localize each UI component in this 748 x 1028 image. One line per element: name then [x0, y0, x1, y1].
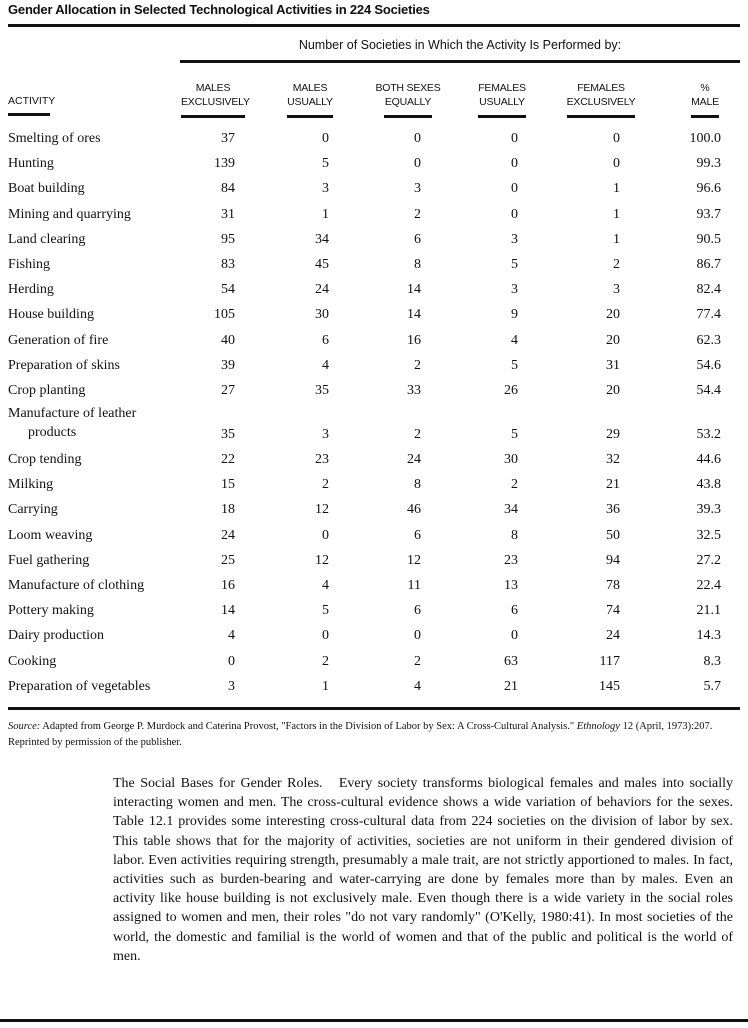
percent-male-value: 8.3 [703, 653, 721, 669]
title-rule [8, 24, 740, 27]
both-sexes-value: 16 [407, 332, 421, 348]
males-exclusively-value: 95 [221, 231, 235, 247]
col-header-line1: FEMALES [478, 82, 526, 94]
females-usually-value: 30 [504, 452, 518, 468]
col-header-line2: USUALLY [479, 96, 525, 108]
females-usually-value: 13 [504, 578, 518, 593]
col-header-rule [691, 115, 719, 118]
females-usually-value: 0 [511, 181, 518, 197]
females-usually-value: 5 [511, 256, 518, 272]
females-usually-value: 63 [504, 653, 518, 669]
table-title: Gender Allocation in Selected Technological Activities in 224 Societies [8, 2, 430, 17]
source-journal: Ethnology [576, 721, 620, 732]
both-sexes-value: 8 [414, 477, 421, 493]
females-exclusively-value: 20 [606, 307, 620, 323]
table-row [0, 152, 748, 177]
col-header-males-exclusively [181, 81, 250, 118]
both-sexes-value: 33 [407, 382, 421, 398]
females-usually-value: 0 [511, 206, 518, 222]
females-exclusively-value: 117 [599, 653, 620, 669]
activity-name: House building [8, 307, 94, 323]
both-sexes-value: 14 [407, 282, 421, 298]
table-body [0, 127, 748, 700]
col-header-line2: EXCLUSIVELY [181, 96, 250, 108]
activity-name: Boat building [8, 181, 85, 197]
activity-name-line1: Manufacture of leather [8, 406, 137, 422]
females-exclusively-value: 31 [606, 357, 620, 373]
females-exclusively-value: 0 [613, 156, 620, 172]
activity-name: Crop tending [8, 452, 82, 468]
males-usually-value: 4 [322, 578, 329, 593]
females-exclusively-value: 2 [613, 256, 620, 272]
females-usually-value: 23 [504, 552, 518, 568]
table-row [0, 448, 748, 473]
percent-male-value: 54.6 [696, 357, 721, 373]
females-exclusively-value: 50 [606, 527, 620, 543]
both-sexes-value: 6 [414, 603, 421, 619]
males-usually-value: 0 [322, 527, 329, 543]
source-label: Source: [8, 721, 41, 732]
males-exclusively-value: 0 [228, 653, 235, 669]
table-row [0, 127, 748, 152]
males-exclusively-value: 35 [221, 427, 235, 443]
females-exclusively-value: 1 [613, 206, 620, 222]
females-exclusively-value: 74 [606, 603, 620, 619]
males-exclusively-value: 54 [221, 282, 235, 298]
activity-name: Carrying [8, 502, 58, 518]
source-text-2: 12 (April, 1973):207. Reprinted by permission of the publisher. [8, 721, 713, 748]
col-header-line2: EXCLUSIVELY [566, 96, 636, 108]
females-exclusively-value: 20 [606, 382, 620, 398]
col-header-line2: MALE [691, 96, 719, 108]
females-usually-value: 26 [504, 382, 518, 398]
males-usually-value: 5 [322, 156, 329, 172]
paragraph-text: Every society transforms biological females and males into socially interacting women and men. The cross-cultural evidence shows a wide variation of behaviors for the sexes. Table 12.1 provides some interesting cross-cultural data from 224 societies on the division of labor by sex. This table shows that for the majority of activities, societies are not uniform in their gendered division of labor. Even activities requiring strength, presumably a male trait, are not strictly apportioned to males. In fact, activities such as burden-bearing and water-carrying are done by females more than by males. Even an activity like house building is not exclusively male. Even though there is a wide variety in the social roles assigned to women and men, their roles "do not vary randomly" (O'Kelly, 1980:41). In most societies of the world, the domestic and familial is the world of women and that of the public and political is the world of men. [113, 776, 734, 964]
percent-male-value: 5.7 [703, 678, 721, 694]
both-sexes-value: 2 [414, 206, 421, 222]
activity-name: Pottery making [8, 603, 94, 619]
both-sexes-value: 2 [414, 653, 421, 669]
females-exclusively-value: 29 [606, 427, 620, 443]
males-usually-value: 0 [322, 131, 329, 146]
percent-male-value: 44.6 [696, 452, 721, 468]
males-exclusively-value: 27 [221, 382, 235, 398]
males-exclusively-value: 39 [221, 357, 235, 373]
col-header-females-usually [472, 81, 532, 118]
table-row [0, 329, 748, 354]
spanning-header: Number of Societies in Which the Activity Is Performed by: [298, 38, 622, 52]
col-header-line1: FEMALES [577, 82, 625, 94]
percent-male-value: 21.1 [696, 603, 721, 619]
males-exclusively-value: 31 [221, 206, 235, 222]
both-sexes-value: 6 [414, 231, 421, 247]
col-header-rule [287, 115, 333, 118]
activity-header-label: ACTIVITY [8, 95, 56, 107]
percent-male-value: 22.4 [696, 578, 721, 593]
activity-name: Milking [8, 477, 54, 493]
males-usually-value: 45 [315, 256, 329, 272]
activity-name [8, 404, 136, 442]
activity-header-rule [8, 113, 50, 116]
males-usually-value: 5 [322, 603, 329, 619]
females-exclusively-value: 21 [606, 477, 620, 493]
percent-male-value: 53.2 [696, 427, 721, 443]
both-sexes-value: 3 [414, 181, 421, 197]
males-exclusively-value: 4 [228, 628, 235, 644]
females-exclusively-value: 3 [613, 282, 620, 298]
table-row [0, 524, 748, 549]
activity-name: Preparation of skins [8, 357, 120, 373]
percent-male-value: 86.7 [696, 256, 721, 272]
table-row [0, 354, 748, 379]
females-exclusively-value: 20 [606, 332, 620, 348]
females-usually-value: 34 [504, 502, 518, 518]
males-usually-value: 3 [322, 427, 329, 443]
males-usually-value: 1 [322, 206, 329, 222]
spanning-header-rule [180, 60, 740, 63]
percent-male-value: 27.2 [696, 552, 721, 568]
activity-name: Mining and quarrying [8, 206, 131, 222]
activity-name-line2: products [28, 425, 77, 441]
table-row [0, 278, 748, 303]
col-header-rule [384, 115, 432, 118]
percent-male-value: 43.8 [696, 477, 721, 493]
females-exclusively-value: 1 [613, 181, 620, 197]
activity-name: Manufacture of clothing [8, 578, 145, 593]
percent-male-value: 100.0 [689, 131, 721, 146]
table-row [0, 404, 748, 448]
males-exclusively-value: 40 [221, 332, 235, 348]
both-sexes-value: 12 [407, 552, 421, 568]
males-exclusively-value: 15 [221, 477, 235, 493]
both-sexes-value: 4 [414, 678, 421, 694]
activity-name: Fuel gathering [8, 552, 90, 568]
males-usually-value: 3 [322, 181, 329, 197]
table-row [0, 379, 748, 404]
col-header-line1: % [700, 82, 710, 94]
col-header-percent-male [680, 81, 730, 118]
males-usually-value: 0 [322, 628, 329, 644]
males-usually-value: 23 [315, 452, 329, 468]
males-exclusively-value: 37 [221, 131, 235, 146]
col-header-line1: MALES [292, 82, 328, 94]
percent-male-value: 62.3 [696, 332, 721, 348]
females-exclusively-value: 24 [606, 628, 620, 644]
females-usually-value: 3 [511, 231, 518, 247]
males-usually-value: 12 [315, 552, 329, 568]
females-usually-value: 9 [511, 307, 518, 323]
females-usually-value: 0 [511, 131, 518, 146]
col-header-rule [181, 115, 245, 118]
males-exclusively-value: 105 [214, 307, 235, 323]
males-usually-value: 30 [315, 307, 329, 323]
percent-male-value: 96.6 [696, 181, 721, 197]
males-exclusively-value: 22 [221, 452, 235, 468]
activity-column-header [8, 95, 55, 116]
source-text-1: Adapted from George P. Murdock and Caterina Provost, "Factors in the Division of Labor by Sex: A Cross-Cultural Analysis." [40, 721, 577, 732]
activity-name: Crop planting [8, 382, 86, 398]
activity-name: Herding [8, 282, 54, 298]
males-exclusively-value: 3 [228, 678, 235, 694]
males-usually-value: 4 [322, 357, 329, 373]
both-sexes-value: 2 [414, 427, 421, 443]
activity-name: Preparation of vegetables [8, 678, 151, 694]
both-sexes-value: 0 [414, 628, 421, 644]
males-exclusively-value: 139 [214, 156, 235, 172]
table-row [0, 498, 748, 523]
females-usually-value: 5 [511, 427, 518, 443]
males-exclusively-value: 24 [221, 527, 235, 543]
females-usually-value: 3 [511, 282, 518, 298]
females-usually-value: 21 [504, 678, 518, 694]
males-exclusively-value: 83 [221, 256, 235, 272]
table-row [0, 675, 748, 700]
percent-male-value: 14.3 [696, 628, 721, 644]
percent-male-value: 77.4 [696, 307, 721, 323]
percent-male-value: 32.5 [696, 527, 721, 543]
males-exclusively-value: 18 [221, 502, 235, 518]
col-header-rule [478, 115, 526, 118]
females-usually-value: 0 [511, 628, 518, 644]
percent-male-value: 90.5 [696, 231, 721, 247]
activity-name: Smelting of ores [8, 131, 101, 146]
percent-male-value: 82.4 [696, 282, 721, 298]
both-sexes-value: 46 [407, 502, 421, 518]
males-usually-value: 35 [315, 382, 329, 398]
females-exclusively-value: 145 [599, 678, 620, 694]
males-exclusively-value: 25 [221, 552, 235, 568]
both-sexes-value: 11 [407, 578, 421, 593]
females-exclusively-value: 78 [606, 578, 620, 593]
body-paragraph [113, 774, 733, 966]
females-exclusively-value: 0 [613, 131, 620, 146]
percent-male-value: 54.4 [696, 382, 721, 398]
both-sexes-value: 8 [414, 256, 421, 272]
females-exclusively-value: 94 [606, 552, 620, 568]
table-row [0, 624, 748, 649]
table-row [0, 203, 748, 228]
table-row [0, 177, 748, 202]
table-row [0, 228, 748, 253]
activity-name: Loom weaving [8, 527, 93, 543]
males-usually-value: 1 [322, 678, 329, 694]
col-header-line2: EQUALLY [384, 96, 432, 108]
males-exclusively-value: 84 [221, 181, 235, 197]
females-usually-value: 5 [511, 357, 518, 373]
col-header-males-usually [280, 81, 340, 118]
males-usually-value: 2 [322, 653, 329, 669]
table-bottom-rule [8, 707, 740, 710]
paragraph-heading: The Social Bases for Gender Roles. [113, 776, 323, 791]
col-header-rule [567, 115, 635, 118]
males-usually-value: 6 [322, 332, 329, 348]
females-usually-value: 4 [511, 332, 518, 348]
males-usually-value: 12 [315, 502, 329, 518]
females-usually-value: 2 [511, 477, 518, 493]
males-exclusively-value: 14 [221, 603, 235, 619]
males-usually-value: 2 [322, 477, 329, 493]
females-usually-value: 6 [511, 603, 518, 619]
table-row [0, 599, 748, 624]
males-exclusively-value: 16 [221, 578, 235, 593]
both-sexes-value: 2 [414, 357, 421, 373]
percent-male-value: 99.3 [696, 156, 721, 172]
activity-name: Generation of fire [8, 332, 109, 348]
col-header-line1: BOTH SEXES [375, 82, 441, 94]
both-sexes-value: 6 [414, 527, 421, 543]
both-sexes-value: 0 [414, 156, 421, 172]
col-header-both-sexes-equally [371, 81, 445, 118]
activity-name: Dairy production [8, 628, 105, 644]
table-row [0, 574, 748, 599]
percent-male-value: 39.3 [696, 502, 721, 518]
col-header-line2: USUALLY [287, 96, 333, 108]
females-exclusively-value: 36 [606, 502, 620, 518]
both-sexes-value: 14 [407, 307, 421, 323]
males-usually-value: 34 [315, 231, 329, 247]
females-usually-value: 8 [511, 527, 518, 543]
col-header-females-exclusively [563, 81, 639, 118]
both-sexes-value: 0 [414, 131, 421, 146]
females-exclusively-value: 1 [613, 231, 620, 247]
activity-name: Cooking [8, 653, 57, 669]
table-row [0, 549, 748, 574]
activity-name: Hunting [8, 156, 54, 172]
page-bottom-rule [0, 1019, 748, 1022]
table-row [0, 253, 748, 278]
females-exclusively-value: 32 [606, 452, 620, 468]
table-row [0, 303, 748, 328]
males-usually-value: 24 [315, 282, 329, 298]
activity-name: Fishing [8, 256, 51, 272]
both-sexes-value: 24 [407, 452, 421, 468]
table-source-note [8, 719, 743, 751]
activity-name: Land clearing [8, 231, 86, 247]
table-row [0, 473, 748, 498]
females-usually-value: 0 [511, 156, 518, 172]
percent-male-value: 93.7 [696, 206, 721, 222]
table-row [0, 650, 748, 675]
col-header-line1: MALES [195, 82, 231, 94]
